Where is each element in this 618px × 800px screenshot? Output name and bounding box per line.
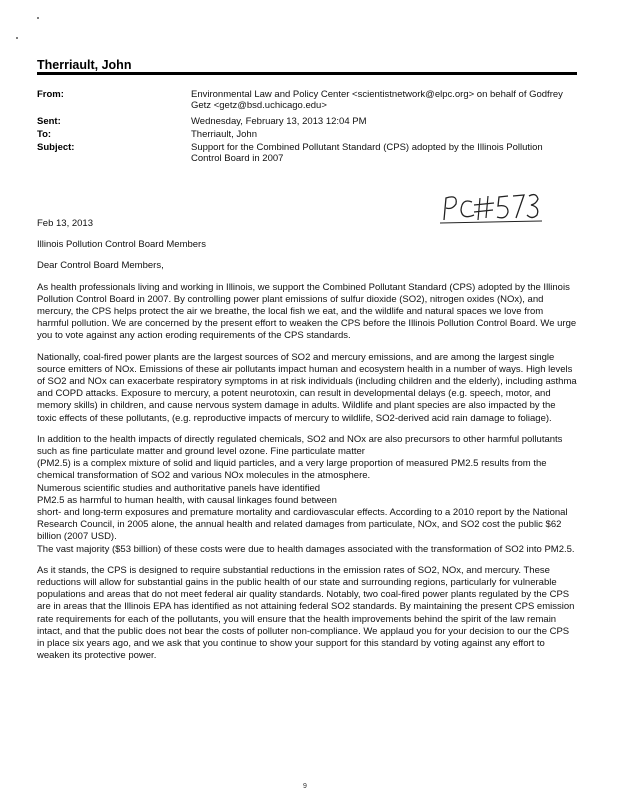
scan-speck (37, 17, 39, 19)
from-value: Environmental Law and Policy Center <scientistnetwork@elpc.org> on behalf of Godfrey Getz <getz@bsd.uchicago.edu> (191, 89, 563, 111)
letter-body (37, 218, 577, 672)
scan-speck (16, 37, 18, 39)
sent-label: Sent: (37, 116, 61, 127)
to-label: To: (37, 129, 52, 140)
from-label: From: (37, 89, 64, 100)
letter-date: Feb 13, 2013 (37, 218, 93, 229)
page-number: 9 (303, 783, 307, 790)
letter-recipient: Illinois Pollution Control Board Members (37, 239, 206, 251)
paragraph-3-line-4: PM2.5 as harmful to human health, with causal linkages found between (37, 494, 337, 506)
sender-name: Therriault, John (37, 58, 132, 72)
subject-value: Support for the Combined Pollutant Standard (CPS) adopted by the Illinois Pollution Control Board in 2007 (191, 142, 543, 164)
paragraph-3-line-6: The vast majority ($53 billion) of these costs were due to health damages associated with the transformation of SO2 into PM2.5. (37, 543, 575, 555)
letter-salutation: Dear Control Board Members, (37, 260, 164, 272)
header-rule (37, 72, 577, 75)
paragraph-4: As it stands, the CPS is designed to require substantial reductions in the emission rates of SO2, NOx, and mercury. These reductions will allow for substantial gains in the public health of our state and surrounding regions, particularly for vulnerable populations and areas that do not meet federal air quality standards. Notably, two coal-fired power plants regulated by the CPS are in areas that the Illinois EPA has identified as not attaining federal SO2 standards. By maintaining the present CPS emission rate requirements for each of the pollutants, you will ensure that the health improvements behind the spirit of the law remain intact, and that the public does not bear the costs of polluter non-compliance. We applaud you for your decision to our the CPS in place six years ago, and we ask that you continue to show your support for this standard by voting against any effort to weaken its protective power. (37, 564, 575, 662)
paragraph-3-line-3: Numerous scientific studies and authoritative panels have identified (37, 482, 321, 494)
sent-value: Wednesday, February 13, 2013 12:04 PM (191, 116, 367, 127)
paragraph-3: In addition to the health impacts of directly regulated chemicals, SO2 and NOx are also precursors to other harmful pollutants such as fine particulate matter and ground level ozone. Fine particulate matter (37, 433, 563, 458)
paragraph-3-line-2: (PM2.5) is a complex mixture of solid and liquid particles, and a very large proportion of measured PM2.5 results from the chemical transformation of SO2 and various NOx molecules in the atmosphere. (37, 458, 547, 482)
to-value: Therriault, John (191, 129, 258, 140)
paragraph-1: As health professionals living and working in Illinois, we support the Combined Pollutant Standard (CPS) adopted by the Illinois Pollution Control Board in 2007. By controlling power plant emissions of sulfur dioxide (SO2), nitrogen oxides (NOx), and mercury, the CPS helps protect the air we breathe, the local fish we eat, and the wildlife and natural spaces we love from harmful pollution. We are concerned by the present effort to weaken the CPS before the Illinois Pollution Control Board. We urge you to vote against any action eroding requirements of the CPS standards. (37, 281, 577, 342)
paragraph-2: Nationally, coal-fired power plants are the largest sources of SO2 and mercury emissions, and are among the largest single source emitters of NOx. Emissions of these air pollutants impact human and ecosystem health in a number of ways. High levels of SO2 and NOx can exacerbate respiratory symptoms in at risk individuals (including children and the elderly), including asthma and COPD attacks. Exposure to mercury, a potent neurotoxin, can result in developmental delays (e.g. speech, motor, and memory skills) in children, and cause nervous system damage in adults. Wildlife and plant species are also impacted by the toxic effects of these pollutants, (e.g. reproductive impacts of mercury to wildlife, SO2-derived acid rain damage to foliage). (37, 351, 577, 424)
subject-label: Subject: (37, 142, 75, 153)
paragraph-3-line-5: short- and long-term exposures and premature mortality and cardiovascular effects. According to a 2010 report by the National Research Council, in 2005 alone, the annual health and related damages from particulate, NOx, and SO2 cost the public $62 billion (2007 USD). (37, 507, 568, 543)
